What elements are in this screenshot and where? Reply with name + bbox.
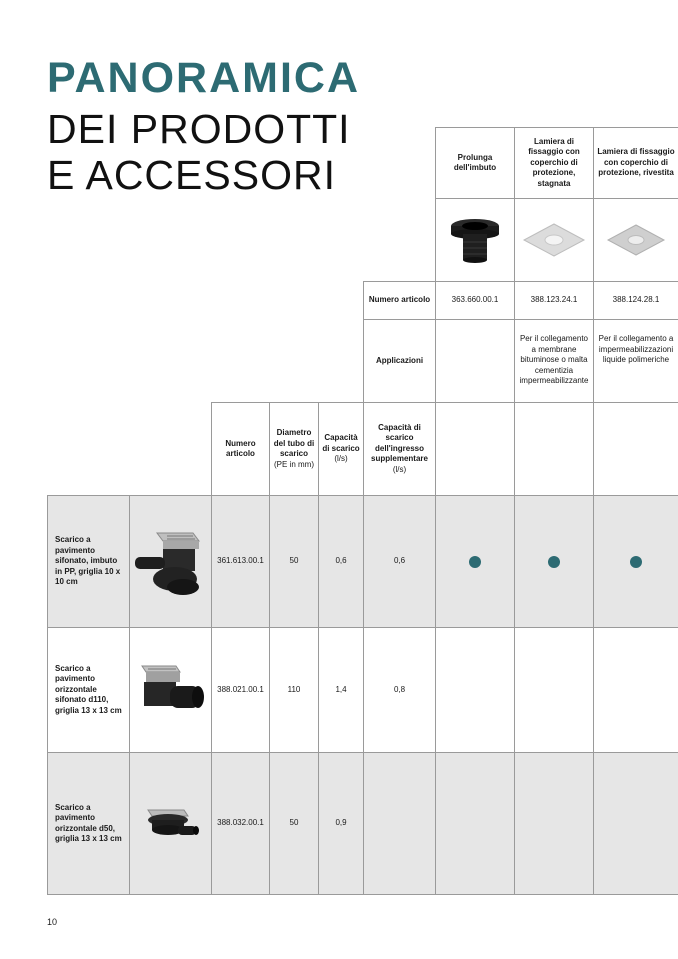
row-header-applications: Applicazioni xyxy=(375,355,424,365)
column-header-capacity-label: Capacità di scarico xyxy=(322,433,360,453)
product-diameter-3: 50 xyxy=(289,818,299,828)
column-header-article: Numero articolo xyxy=(225,438,256,458)
product-article-3: 388.032.00.1 xyxy=(217,818,264,828)
floor-drain-horizontal-d50-icon xyxy=(130,753,211,894)
page-subtitle-line2: E ACCESSORI xyxy=(47,152,336,198)
product-article-2: 388.021.00.1 xyxy=(217,684,264,694)
compat-cell-1-1 xyxy=(436,496,514,627)
column-header-capacity xyxy=(319,403,363,495)
compatible-dot-icon xyxy=(548,556,560,568)
product-capacity-2: 1,4 xyxy=(335,684,347,694)
page-title: PANORAMICA xyxy=(47,54,361,102)
column-header-diameter-unit: (PE in mm) xyxy=(274,459,314,469)
product-extra-capacity-2: 0,8 xyxy=(393,684,406,694)
compatible-dot-icon xyxy=(630,556,642,568)
row-header-article: Numero articolo xyxy=(368,295,431,305)
floor-drain-siphon-icon xyxy=(130,496,211,627)
product-diameter-1: 50 xyxy=(289,556,299,566)
product-capacity-3: 0,9 xyxy=(335,818,347,828)
accessory-article-3: 388.124.28.1 xyxy=(612,295,660,305)
product-capacity-1: 0,6 xyxy=(335,556,347,566)
accessory-application-2: Per il collegamento a membrane bituminose o malta cementizia impermeabilizzante xyxy=(519,334,589,385)
compat-cell-1-3 xyxy=(594,496,678,627)
compatible-dot-icon xyxy=(469,556,481,568)
accessory-name-3: Lamiera di fissaggio con coperchio di protezione, rivestita xyxy=(597,147,675,178)
column-header-extra-capacity xyxy=(364,403,435,495)
accessory-name-1: Prolunga dell'imbuto xyxy=(453,152,497,172)
page-subtitle-line1: DEI PRODOTTI xyxy=(47,106,351,152)
compat-cell-1-2 xyxy=(515,496,593,627)
column-header-capacity-unit: (l/s) xyxy=(334,454,348,464)
column-header-extra-capacity-unit: (l/s) xyxy=(392,464,407,474)
accessory-name-2: Lamiera di fissaggio con coperchio di protezione, stagnata xyxy=(528,136,580,188)
product-name-2: Scarico a pavimento orizzontale sifonato d110, griglia 13 x 13 cm xyxy=(55,663,122,715)
fixing-plate-tinned-icon xyxy=(515,199,593,281)
accessory-article-1: 363.660.00.1 xyxy=(451,295,499,305)
column-header-extra-capacity-label: Capacità di scarico dell'ingresso supplementare xyxy=(371,422,428,464)
column-header-diameter-label: Diametro del tubo di scarico xyxy=(273,428,315,458)
product-name-1: Scarico a pavimento sifonato, imbuto in PP, griglia 10 x 10 cm xyxy=(55,535,121,587)
product-extra-capacity-3 xyxy=(364,753,435,894)
page-number: 10 xyxy=(47,917,58,927)
fixing-plate-coated-icon xyxy=(594,199,678,281)
accessory-application-3: Per il collegamento a impermeabilizzazioni liquide polimeriche xyxy=(598,334,674,364)
accessory-article-2: 388.123.24.1 xyxy=(530,295,578,305)
product-extra-capacity-1: 0,6 xyxy=(393,556,406,566)
column-header-diameter xyxy=(270,403,318,495)
funnel-extension-icon xyxy=(436,199,514,281)
accessory-application-1 xyxy=(436,320,514,402)
product-name-3: Scarico a pavimento orizzontale d50, griglia 13 x 13 cm xyxy=(55,802,122,843)
product-diameter-2: 110 xyxy=(287,684,301,694)
floor-drain-horizontal-d110-icon xyxy=(130,628,211,752)
product-article-1: 361.613.00.1 xyxy=(217,556,264,566)
